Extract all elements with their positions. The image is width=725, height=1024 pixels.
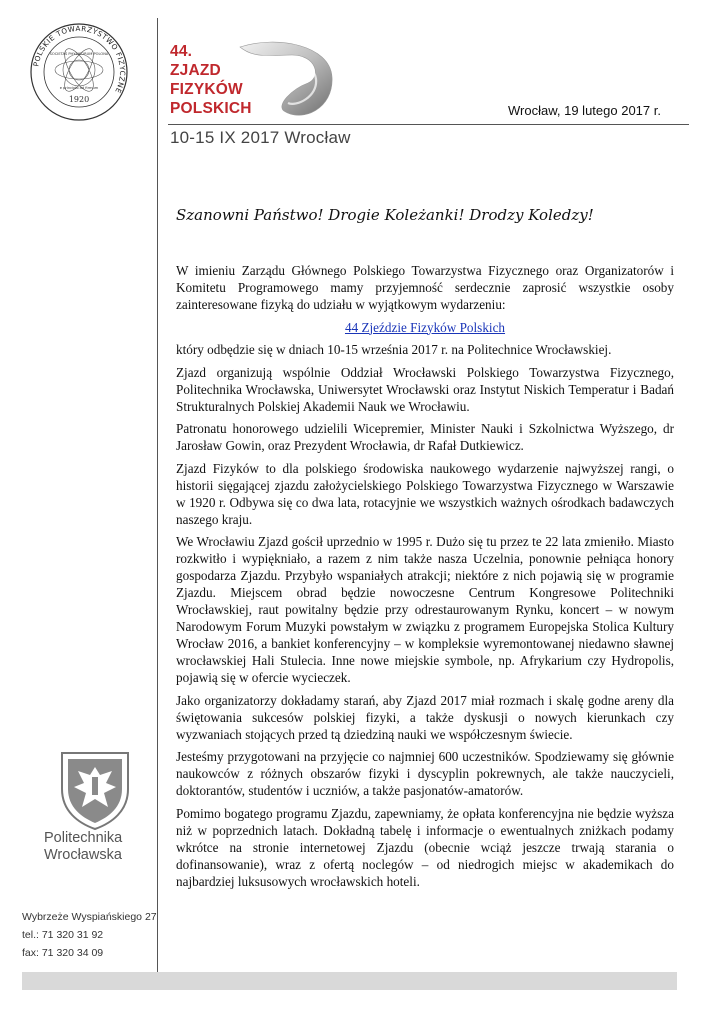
paragraph: który odbędzie się w dniach 10-15 września 2017 r. na Politechnice Wrocławskiej. bbox=[176, 342, 612, 357]
paragraph: Jesteśmy przygotowani na przyjęcie co najmniej 600 uczestników. Spodziewamy się głównie naukowców z różnych obszarów fizyki i dyscyplin pokrewnych, ale także nauczycieli, doktorantów, studentów i uczniów, a także pasjonatów-amatorów. bbox=[176, 749, 674, 798]
svg-text:POLSKIE TOWARZYSTWO FIZYCZNE bbox=[31, 24, 127, 95]
phone-line: tel.: 71 320 31 92 bbox=[22, 929, 104, 941]
paragraph: We Wrocławiu Zjazd gościł uprzednio w 1995 r. Dużo się tu przez te 22 lata zmieniło. Miasto rozkwitło i wypiękniało, a razem z nim także nasza Uczelnia, ponownie pełniąca honory gospodarza Zjazdu. Przybyło wspaniałych atrakcji; niektóre z nich pojawią się w programie Zjazdu. Miejscem obrad będzie nowoczesne Centrum Kongresowe Politechniki Wrocławskiej, raut powitalny będzie przy odrestaurowanym Rynku, koncert – w nowym Narodowym Forum Muzyki powstałym w związku z programem Europejska Stolica Kultury Wrocław 2016, a bankiet konferencyjny – w kompleksie wyremontowanej niedawno sławnej wrocławskiej Hali Stulecia. Inne nowe miejskie symbole, np. Afrykarium czy Hydropolis, pojawią się w ofercie wycieczek. bbox=[176, 534, 674, 685]
university-name-line2: Wrocławska bbox=[44, 847, 122, 863]
congress-title-line2: FIZYKÓW bbox=[170, 81, 243, 98]
ptf-seal-logo bbox=[29, 22, 129, 122]
congress-title-line1: ZJAZD bbox=[170, 62, 221, 79]
seal-motto: e principio ad firmum bbox=[59, 86, 99, 90]
paragraph: W imieniu Zarządu Głównego Polskiego Towarzystwa Fizycznego oraz Organizatorów i Komitetu Programowego mamy przyjemność serdecznie zaprosić wszystkie osoby zainteresowane fizyką do udziału w wyjątkowym wydarzeniu: bbox=[176, 263, 674, 312]
seal-inner-text: SOCIETAS PHYSICORUM POLONA bbox=[49, 52, 109, 56]
paragraph: Zjazd organizują wspólnie Oddział Wrocławski Polskiego Towarzystwa Fizycznego, Politechnika Wrocławska, Uniwersytet Wrocławski oraz Instytut Niskich Temperatur i Badań Strukturalnych Polskiej Akademii Nauk we Wrocławiu. bbox=[176, 364, 674, 414]
event-link-line bbox=[176, 319, 674, 336]
congress-title-line3: POLSKICH bbox=[170, 100, 252, 117]
congress-title bbox=[170, 42, 252, 118]
header-divider bbox=[168, 124, 689, 125]
salutation: Szanowni Państwo! Drogie Koleżanki! Drodzy Koledzy! bbox=[176, 206, 594, 224]
paragraph: Jako organizatorzy dokładamy starań, aby Zjazd 2017 miał rozmach i skalę godne areny dla świętowania sukcesów polskiej fizyki, a także dyskusji o nowych kierunkach czy wyzwaniach stojących przed tą dziedziną nauki we współczesnym świecie. bbox=[176, 692, 674, 742]
letter-date: Wrocław, 19 lutego 2017 r. bbox=[508, 103, 661, 118]
paragraph: Patronatu honorowego udzielili Wicepremier, Minister Nauki i Szkolnictwa Wyższego, dr Jarosław Gowin, oraz Prezydent Wrocławia, dr Rafał Dutkiewicz. bbox=[176, 421, 674, 453]
paragraph: Pomimo bogatego programu Zjazdu, zapewniamy, że opłata konferencyjna nie będzie wyższa niż w poprzednich latach. Dokładną tabelę i informacje o ewentualnych zniżkach podamy wkrótce na stronie internetowej Zjazdu (obecnie wciąż jeszcze trwają starania o dofinansowanie), wraz z ofertą noclegów – od niedrogich miejsc w akademikach do najbardziej luksusowych wrocławskich hoteli. bbox=[176, 805, 674, 889]
fax-line: fax: 71 320 34 09 bbox=[22, 947, 104, 959]
congress-number: 44. bbox=[170, 43, 193, 60]
address-line: Wybrzeże Wyspiańskiego 27 bbox=[22, 911, 157, 923]
seal-outer-text: POLSKIE TOWARZYSTWO FIZYCZNE bbox=[31, 23, 128, 96]
eagle-crest-logo bbox=[54, 745, 136, 831]
event-link[interactable]: 44 Zjeździe Fizyków Polskich bbox=[344, 319, 506, 335]
seal-year: 1920 bbox=[68, 95, 90, 104]
contact-block bbox=[22, 908, 157, 962]
paragraph: Zjazd Fizyków to dla polskiego środowiska naukowego wydarzenie najwyższej rangi, o historii sięgającej zjazdu założycielskiego Polskiego Towarzystwa Fizycznego w Warszawie w 1920 r. Odbywa się co dwa lata, rotacyjnie we wszystkich ważnych ośrodkach badawczych naszego kraju. bbox=[176, 460, 674, 527]
footer-bar bbox=[22, 972, 677, 990]
letter-body bbox=[176, 262, 674, 895]
university-name bbox=[44, 830, 154, 864]
vertical-divider bbox=[157, 18, 158, 978]
congress-dates: 10-15 IX 2017 Wrocław bbox=[170, 128, 351, 147]
university-name-line1: Politechnika bbox=[44, 830, 123, 846]
